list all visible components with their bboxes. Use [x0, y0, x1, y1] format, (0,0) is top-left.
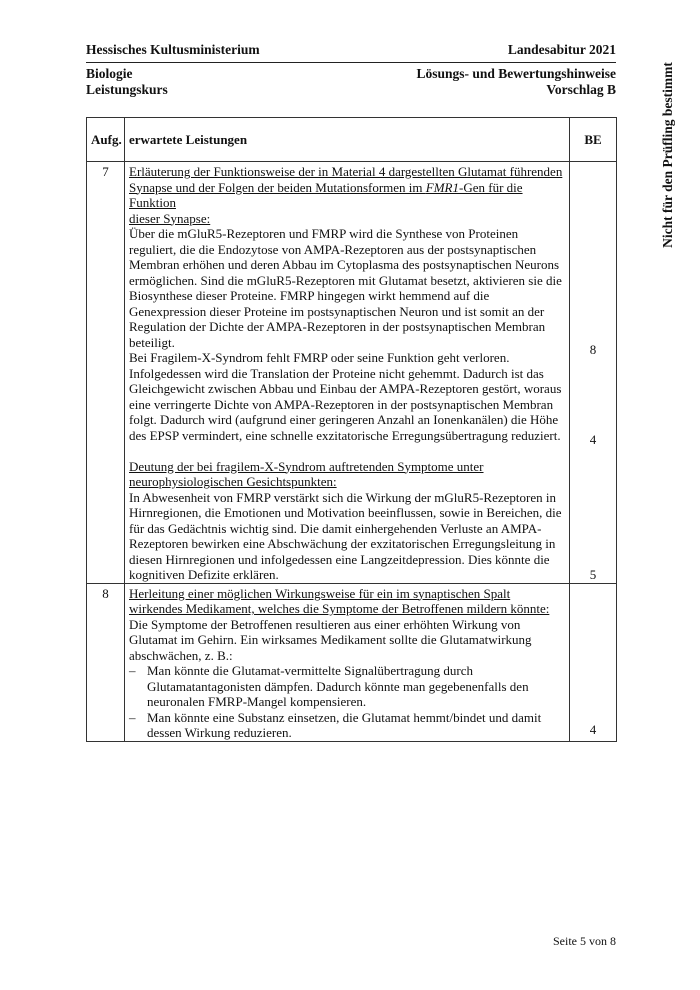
exam-title: Landesabitur 2021: [507, 42, 616, 57]
heading-part: Erläuterung der Funktionsweise der in Material 4 dargestellten Glutamat führenden: [129, 164, 563, 179]
task-number: 8: [87, 583, 125, 741]
side-note: Nicht für den Prüfling bestimmt: [660, 62, 675, 248]
course-name: Leistungskurs: [86, 82, 168, 97]
header-expected: erwartete Leistungen: [125, 118, 570, 162]
table-row: [87, 162, 617, 584]
points-cell: [570, 583, 617, 741]
task-heading: Deutung der bei fragilem-X-Syndrom auftretenden Symptome unter neurophysiologischen Gesichtspunkten:: [129, 458, 484, 489]
solutions-table: [86, 117, 617, 742]
points-value: 4: [589, 432, 597, 447]
points-value: 8: [589, 342, 597, 357]
list-item-text: Man könnte eine Substanz einsetzen, die Glutamat hemmt/bindet und damit dessen Wirkung reduzieren.: [147, 709, 542, 740]
paragraph: In Abwesenheit von FMRP verstärkt sich die Wirkung der mGluR5-Rezeptoren in Hirnregionen, die Emotionen und Motivation beeinflussen, sowie in Bereichen, die für das Gedächtnis wichtig sind. Die damit einhergehenden Verluste an AMPA-Rezeptoren bewirken eine Abschwächung der exzitatorischen Erregungsleitung in diesen Hirnregionen und infolgedessen eine Langzeitdepression. Dies könnte die kognitiven Defizite erklären.: [129, 489, 562, 582]
gene-name: FMR1: [425, 179, 459, 195]
document-type: Lösungs- und Bewertungshinweise: [416, 66, 616, 81]
header-task: Aufg.: [87, 118, 125, 162]
list-dash: –: [129, 663, 136, 678]
list-item-text: Man könnte die Glutamat-vermittelte Signalübertragung durch Glutamatantagonisten dämpfen. Dadurch könnte man gegebenenfalls den neuronalen FMRP-Mangel kompensieren.: [147, 663, 529, 709]
heading-part: Synapse und der Folgen der beiden Mutationsformen im: [129, 179, 426, 195]
task-number: 7: [87, 162, 125, 584]
header-rule: [86, 62, 616, 63]
heading-part: dieser Synapse:: [129, 210, 211, 226]
task-heading: Herleitung einer möglichen Wirkungsweise für ein im synaptischen Spalt wirkendes Medikament, welches die Symptome der Betroffenen mildern könnte:: [129, 585, 550, 616]
ministry-name: Hessisches Kultusministerium: [86, 42, 260, 57]
paragraph: Über die mGluR5-Rezeptoren und FMRP wird die Synthese von Proteinen reguliert, die die Endozytose von AMPA-Rezeptoren aus der postsynaptischen Membran erhöhen und deren Abbau im Cytoplasma des postsynaptischen Neurons ermöglichen. Sind die mGluR5-Rezeptoren mit Glutamat besetzt, aktivieren sie die Biosynthese dieser Proteine. FMRP hingegen wirkt hemmend auf die Genexpression dieser Proteine im postsynaptischen Neuron und ist somit an der Regulation der Dichte der AMPA-Rezeptoren in der postsynaptischen Membran beteiligt.: [129, 226, 562, 350]
points-value: 5: [589, 567, 597, 582]
table-row: [87, 583, 617, 741]
header-points: BE: [570, 118, 617, 162]
list-dash: –: [129, 709, 136, 725]
proposal-name: Vorschlag B: [546, 82, 616, 97]
subject-name: Biologie: [86, 66, 133, 81]
points-value: 4: [589, 721, 597, 737]
table-header-row: [87, 118, 617, 162]
expected-content: [125, 162, 570, 584]
heading-part: -Gen für die Funktion: [129, 179, 523, 210]
list-item: [129, 663, 566, 710]
points-cell: [570, 162, 617, 584]
expected-content: [125, 583, 570, 741]
paragraph: Bei Fragilem-X-Syndrom fehlt FMRP oder seine Funktion geht verloren. Infolgedessen wird die Translation der Proteine nicht gehemmt. Dadurch ist das Gleichgewicht zwischen Abbau und Einbau der AMPA-Rezeptoren gestört, woraus eine verringerte Dichte von AMPA-Rezeptoren in der postsynaptischen Membran folgt. Dadurch wird (aufgrund einer geringeren Anzahl an Ionenkanälen) die Höhe des EPSP vermindert, eine schnelle exzitatorische Erregungsübertragung reduziert.: [129, 350, 562, 443]
paragraph: Die Symptome der Betroffenen resultieren aus einer erhöhten Wirkung von Glutamat im Gehirn. Ein wirksames Medikament sollte die Glutamatwirkung abschwächen, z. B.:: [129, 616, 532, 663]
page-number: Seite 5 von 8: [553, 934, 616, 948]
task-heading: [129, 164, 566, 226]
list-item: [129, 710, 566, 741]
